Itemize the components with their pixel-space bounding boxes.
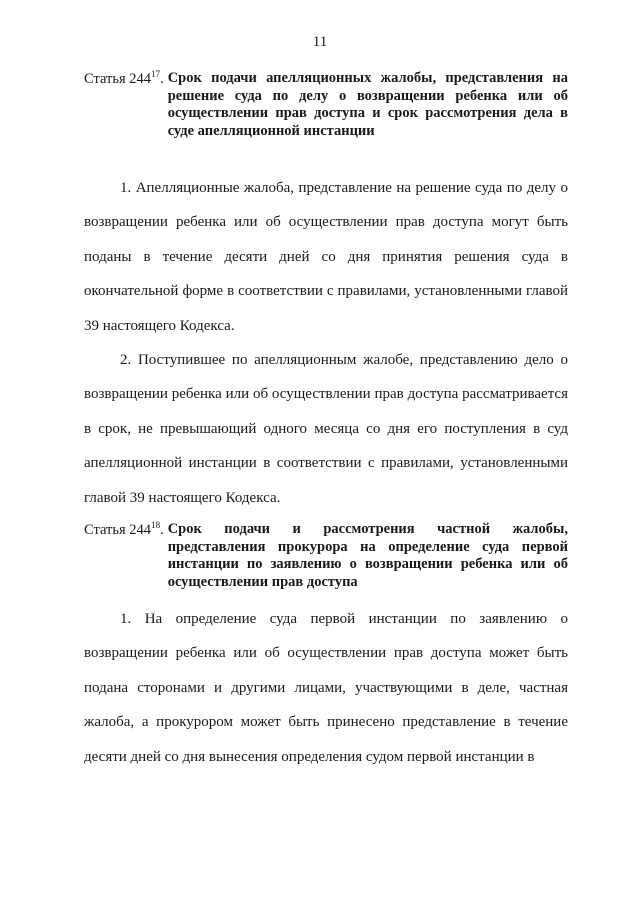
article-label — [84, 521, 168, 539]
article-label-text: Статья 244 — [84, 522, 152, 538]
page-number: 11 — [312, 34, 328, 50]
article-label-suffix: . — [160, 522, 164, 538]
article-paragraph-3: 1. На определение суда первой инстанции по заявлению о возвращении ребенка или об осуществлении прав доступа может быть подана сторонами и другими лицами, участвующими в деле, частная жалоба, а прокурором может быть принесено представление в течение десяти дней со дня вынесения определения судом первой инстанции в — [84, 611, 568, 765]
article-title: Срок подачи апелляционных жалобы, представления на решение суда по делу о возвращении ребенка или об осуществлении прав доступа и срок рассмотрения дела в суде апелляционной инстанции — [167, 70, 568, 139]
article-heading-244-18 — [84, 521, 568, 591]
article-title: Срок подачи и рассмотрения частной жалобы, представления прокурора на определение суда первой инстанции по заявлению о возвращении ребенка или об осуществлении прав доступа — [167, 521, 568, 590]
article-heading-244-17 — [84, 70, 568, 140]
article-paragraph-1: 1. Апелляционные жалоба, представление на решение суда по делу о возвращении ребенка или об осуществлении прав доступа могут быть поданы в течение десяти дней со дня принятия решения суда в окончательной форме в соответствии с правилами, установленными главой 39 настоящего Кодекса. — [84, 180, 568, 334]
article-label-sup: 18 — [151, 520, 161, 530]
article-label-suffix: . — [160, 71, 164, 87]
article-label-sup: 17 — [151, 69, 161, 79]
article-label — [84, 70, 168, 88]
article-paragraph-2: 2. Поступившее по апелляционным жалобе, представлению дело о возвращении ребенка или об осуществлении прав доступа рассматривается в срок, не превышающий одного месяца со дня его поступления в суд апелляционной инстанции в соответствии с правилами, установленными главой 39 настоящего Кодекса. — [84, 352, 568, 506]
article-label-text: Статья 244 — [84, 71, 152, 87]
